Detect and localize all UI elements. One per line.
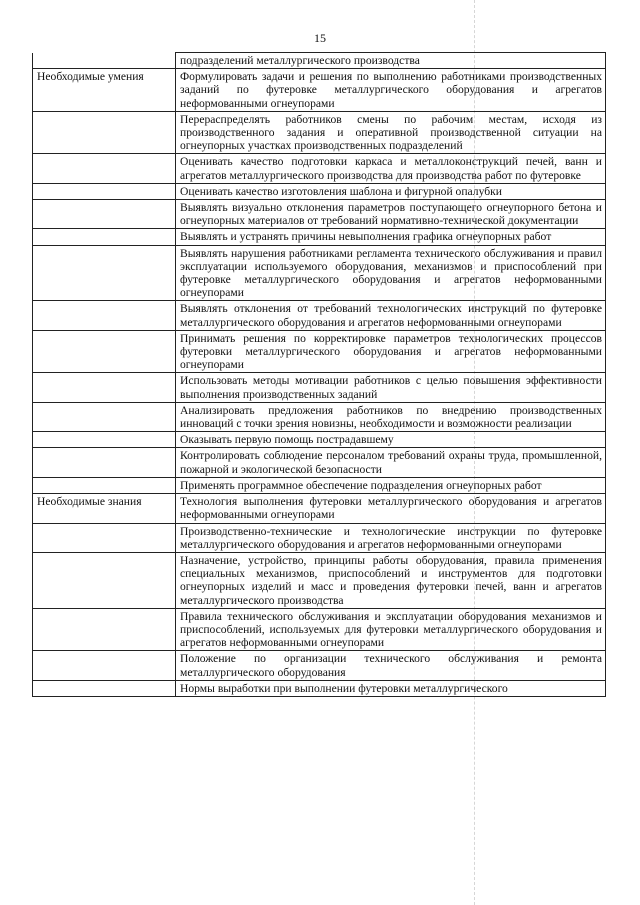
table-row [33, 183, 606, 199]
requirement-text: Выявлять отклонения от требований технологических инструкций по футеровке металлургического оборудования и агрегатов неформованными огнеупорами [176, 301, 606, 330]
table-row [33, 651, 606, 680]
table-row [33, 245, 606, 301]
requirements-table [32, 52, 606, 697]
requirement-text: Формулировать задачи и решения по выполнению работниками производственных заданий по футеровке металлургического оборудования и агрегатов неформованными огнеупорами [176, 69, 606, 112]
empty-label-cell [33, 608, 176, 651]
requirement-text: Анализировать предложения работников по внедрению производственных инноваций с точки зрения новизны, необходимости и возможности реализации [176, 402, 606, 431]
empty-label-cell [33, 200, 176, 229]
table-row [33, 608, 606, 651]
requirement-text: Перераспределять работников смены по рабочим местам, исходя из производственного задания и оперативной производственной ситуации на огнеупорных участках производственных подразделений [176, 111, 606, 154]
table-row [33, 69, 606, 112]
page-number: 15 [314, 31, 326, 45]
table-row [33, 494, 606, 523]
empty-label-cell [33, 448, 176, 477]
table-row [33, 229, 606, 245]
requirement-text: Производственно-технические и технологические инструкции по футеровке металлургического оборудования и агрегатов неформованными огнеупорами [176, 523, 606, 552]
section-label: Необходимые умения [33, 69, 176, 112]
requirement-text: Технология выполнения футеровки металлургического оборудования и агрегатов неформованными огнеупорами [176, 494, 606, 523]
requirement-text: Оценивать качество изготовления шаблона и фигурной опалубки [176, 183, 606, 199]
empty-label-cell [33, 53, 176, 69]
requirement-text: Назначение, устройство, принципы работы оборудования, правила применения специальных механизмов, приспособлений и инструментов для подготовки огнеупорных изделий и масс и проведения футеровки печей, ванн и агрегатов металлургического производства [176, 552, 606, 608]
table-row [33, 301, 606, 330]
table-row [33, 680, 606, 696]
requirement-text: Правила технического обслуживания и эксплуатации оборудования механизмов и приспособлений, используемых для футеровки металлургического оборудования и агрегатов неформованными огнеупорами [176, 608, 606, 651]
empty-label-cell [33, 373, 176, 402]
empty-label-cell [33, 477, 176, 493]
requirement-text: Оценивать качество подготовки каркаса и металлоконструкций печей, ванн и агрегатов металлургического производства для производства работ по футеровке [176, 154, 606, 183]
table-row [33, 523, 606, 552]
section-label: Необходимые знания [33, 494, 176, 523]
requirement-text: Оказывать первую помощь пострадавшему [176, 432, 606, 448]
requirement-text: Применять программное обеспечение подразделения огнеупорных работ [176, 477, 606, 493]
requirement-text: Использовать методы мотивации работников с целью повышения эффективности выполнения производственных заданий [176, 373, 606, 402]
table-row [33, 111, 606, 154]
table-row [33, 432, 606, 448]
empty-label-cell [33, 154, 176, 183]
requirement-text: Контролировать соблюдение персоналом требований охраны труда, промышленной, пожарной и экологической безопасности [176, 448, 606, 477]
empty-label-cell [33, 111, 176, 154]
empty-label-cell [33, 680, 176, 696]
empty-label-cell [33, 651, 176, 680]
empty-label-cell [33, 432, 176, 448]
table-row [33, 373, 606, 402]
empty-label-cell [33, 330, 176, 373]
table-row [33, 552, 606, 608]
empty-label-cell [33, 245, 176, 301]
table-row [33, 200, 606, 229]
table-row [33, 154, 606, 183]
table-row [33, 330, 606, 373]
empty-label-cell [33, 229, 176, 245]
requirement-text: Положение по организации технического обслуживания и ремонта металлургического оборудования [176, 651, 606, 680]
requirement-text: Выявлять визуально отклонения параметров поступающего огнеупорного бетона и огнеупорных материалов от требований нормативно-технической документации [176, 200, 606, 229]
empty-label-cell [33, 402, 176, 431]
requirement-text: Принимать решения по корректировке параметров технологических процессов футеровки металлургического оборудования и агрегатов неформованными огнеупорами [176, 330, 606, 373]
carryover-text: подразделений металлургического производства [176, 53, 606, 69]
requirement-text: Нормы выработки при выполнении футеровки металлургического [176, 680, 606, 696]
carryover-row [33, 53, 606, 69]
empty-label-cell [33, 523, 176, 552]
table-row [33, 402, 606, 431]
table-row [33, 477, 606, 493]
empty-label-cell [33, 552, 176, 608]
empty-label-cell [33, 301, 176, 330]
table-row [33, 448, 606, 477]
empty-label-cell [33, 183, 176, 199]
requirement-text: Выявлять нарушения работниками регламента технического обслуживания и правил эксплуатации используемого оборудования, механизмов и приспособлений при футеровке металлургического оборудования и агрегатов неформованными огнеупорами [176, 245, 606, 301]
requirement-text: Выявлять и устранять причины невыполнения графика огнеупорных работ [176, 229, 606, 245]
